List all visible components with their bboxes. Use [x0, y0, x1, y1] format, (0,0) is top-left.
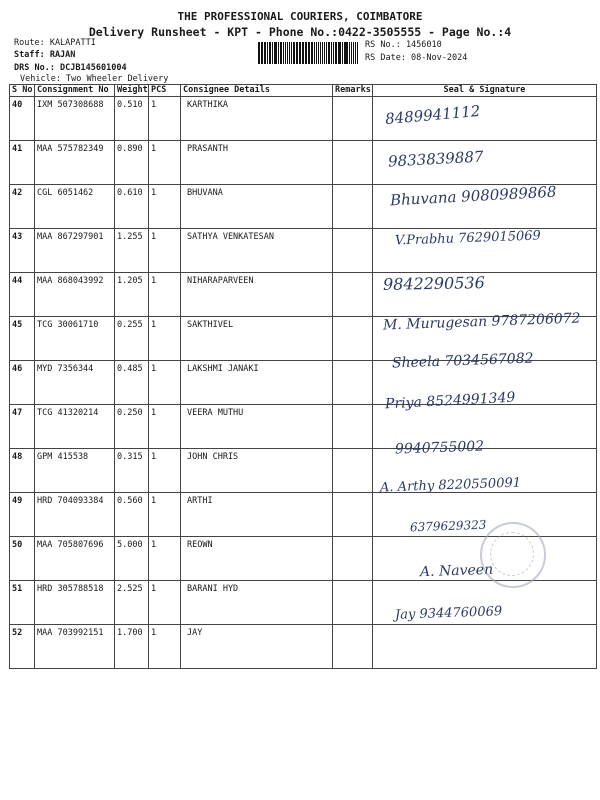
- weight-cell: 0.315: [115, 449, 149, 493]
- sno-cell: 50: [10, 537, 35, 581]
- handwritten-signature: Sheela 7034567082: [391, 350, 534, 372]
- handwritten-signature: 6379629323: [409, 517, 487, 535]
- staff-label: Staff: RAJAN: [14, 50, 76, 60]
- pcs-cell: 1: [149, 141, 181, 185]
- consignee-cell: SAKTHIVEL: [181, 317, 333, 361]
- remarks-cell: [333, 229, 373, 273]
- consignment-cell: HRD 305788518: [35, 581, 115, 625]
- runsheet-subtitle: Delivery Runsheet - KPT - Phone No.:0422-3505555 - Page No.:4: [88, 25, 512, 39]
- pcs-cell: 1: [149, 361, 181, 405]
- remarks-cell: [333, 449, 373, 493]
- weight-cell: 0.250: [115, 405, 149, 449]
- seal-stamp: [480, 522, 546, 588]
- remarks-cell: [333, 97, 373, 141]
- col-header-signature: Seal & Signature: [373, 85, 597, 97]
- pcs-cell: 1: [149, 625, 181, 669]
- consignment-cell: TCG 30061710: [35, 317, 115, 361]
- weight-cell: 1.255: [115, 229, 149, 273]
- sno-cell: 46: [10, 361, 35, 405]
- consignment-cell: MAA 703992151: [35, 625, 115, 669]
- pcs-cell: 1: [149, 493, 181, 537]
- handwritten-signature: 9833839887: [387, 147, 484, 170]
- consignment-cell: MAA 868043992: [35, 273, 115, 317]
- consignee-cell: ARTHI: [181, 493, 333, 537]
- weight-cell: 0.485: [115, 361, 149, 405]
- weight-cell: 0.510: [115, 97, 149, 141]
- handwritten-signature: M. Murugesan 9787206072: [382, 310, 581, 333]
- consignment-cell: MYD 7356344: [35, 361, 115, 405]
- col-header-weight: Weight: [115, 85, 149, 97]
- consignment-cell: GPM 415538: [35, 449, 115, 493]
- route-label: Route: KALAPATTI: [14, 38, 96, 48]
- col-header-pcs: PCS: [149, 85, 181, 97]
- pcs-cell: 1: [149, 537, 181, 581]
- rs-number: RS No.: 1456010: [365, 40, 442, 50]
- pcs-cell: 1: [149, 405, 181, 449]
- rs-date: RS Date: 08-Nov-2024: [365, 53, 468, 63]
- remarks-cell: [333, 317, 373, 361]
- remarks-cell: [333, 185, 373, 229]
- remarks-cell: [333, 273, 373, 317]
- remarks-cell: [333, 493, 373, 537]
- sno-cell: 45: [10, 317, 35, 361]
- sno-cell: 48: [10, 449, 35, 493]
- vehicle-label: Vehicle: Two Wheeler Delivery: [20, 74, 169, 84]
- consignment-cell: MAA 705807696: [35, 537, 115, 581]
- sno-cell: 43: [10, 229, 35, 273]
- table-header-row: [10, 85, 597, 97]
- col-header-remarks: Remarks: [333, 85, 373, 97]
- table-row: [10, 625, 597, 669]
- consignee-cell: SATHYA VENKATESAN: [181, 229, 333, 273]
- pcs-cell: 1: [149, 229, 181, 273]
- signature-cell: [373, 625, 597, 669]
- weight-cell: 0.610: [115, 185, 149, 229]
- pcs-cell: 1: [149, 273, 181, 317]
- consignee-cell: VEERA MUTHU: [181, 405, 333, 449]
- sno-cell: 49: [10, 493, 35, 537]
- remarks-cell: [333, 141, 373, 185]
- consignee-cell: KARTHIKA: [181, 97, 333, 141]
- consignee-cell: BARANI HYD: [181, 581, 333, 625]
- consignment-cell: MAA 575782349: [35, 141, 115, 185]
- pcs-cell: 1: [149, 185, 181, 229]
- handwritten-signature: A. Arthy 8220550091: [379, 475, 522, 495]
- handwritten-signature: Jay 9344760069: [394, 604, 503, 623]
- consignee-cell: NIHARAPARVEEN: [181, 273, 333, 317]
- sno-cell: 42: [10, 185, 35, 229]
- consignment-cell: HRD 704093384: [35, 493, 115, 537]
- sno-cell: 40: [10, 97, 35, 141]
- consignment-cell: IXM 507308688: [35, 97, 115, 141]
- consignment-cell: TCG 41320214: [35, 405, 115, 449]
- col-header-consignee: Consignee Details: [181, 85, 333, 97]
- consignment-cell: CGL 6051462: [35, 185, 115, 229]
- handwritten-signature: 9842290536: [382, 273, 485, 294]
- weight-cell: 0.890: [115, 141, 149, 185]
- consignee-cell: PRASANTH: [181, 141, 333, 185]
- remarks-cell: [333, 537, 373, 581]
- consignee-cell: JOHN CHRIS: [181, 449, 333, 493]
- consignee-cell: REOWN: [181, 537, 333, 581]
- weight-cell: 2.525: [115, 581, 149, 625]
- remarks-cell: [333, 405, 373, 449]
- weight-cell: 0.255: [115, 317, 149, 361]
- sno-cell: 47: [10, 405, 35, 449]
- remarks-cell: [333, 361, 373, 405]
- consignee-cell: BHUVANA: [181, 185, 333, 229]
- weight-cell: 1.205: [115, 273, 149, 317]
- col-header-sno: S No: [10, 85, 35, 97]
- handwritten-signature: 9940755002: [394, 438, 485, 458]
- sno-cell: 51: [10, 581, 35, 625]
- company-title: THE PROFESSIONAL COURIERS, COIMBATORE: [177, 10, 423, 23]
- pcs-cell: 1: [149, 317, 181, 361]
- pcs-cell: 1: [149, 449, 181, 493]
- weight-cell: 1.700: [115, 625, 149, 669]
- consignment-cell: MAA 867297901: [35, 229, 115, 273]
- consignee-cell: LAKSHMI JANAKI: [181, 361, 333, 405]
- table-row: [10, 97, 597, 141]
- sno-cell: 52: [10, 625, 35, 669]
- consignee-cell: JAY: [181, 625, 333, 669]
- handwritten-signature: Priya 8524991349: [384, 389, 516, 412]
- col-header-consignment: Consignment No: [35, 85, 115, 97]
- sno-cell: 41: [10, 141, 35, 185]
- handwritten-signature: Bhuvana 9080989868: [389, 182, 557, 210]
- drs-number: DRS No.: DCJB145601004: [14, 63, 127, 73]
- weight-cell: 0.560: [115, 493, 149, 537]
- table-row: [10, 273, 597, 317]
- handwritten-signature: V.Prabhu 7629015069: [394, 227, 542, 249]
- remarks-cell: [333, 625, 373, 669]
- weight-cell: 5.000: [115, 537, 149, 581]
- remarks-cell: [333, 581, 373, 625]
- sno-cell: 44: [10, 273, 35, 317]
- handwritten-signature: A. Naveen: [419, 561, 494, 580]
- handwritten-signature: 8489941112: [384, 101, 482, 129]
- table-row: [10, 405, 597, 449]
- pcs-cell: 1: [149, 97, 181, 141]
- pcs-cell: 1: [149, 581, 181, 625]
- barcode-image: [258, 42, 358, 64]
- table-row: [10, 141, 597, 185]
